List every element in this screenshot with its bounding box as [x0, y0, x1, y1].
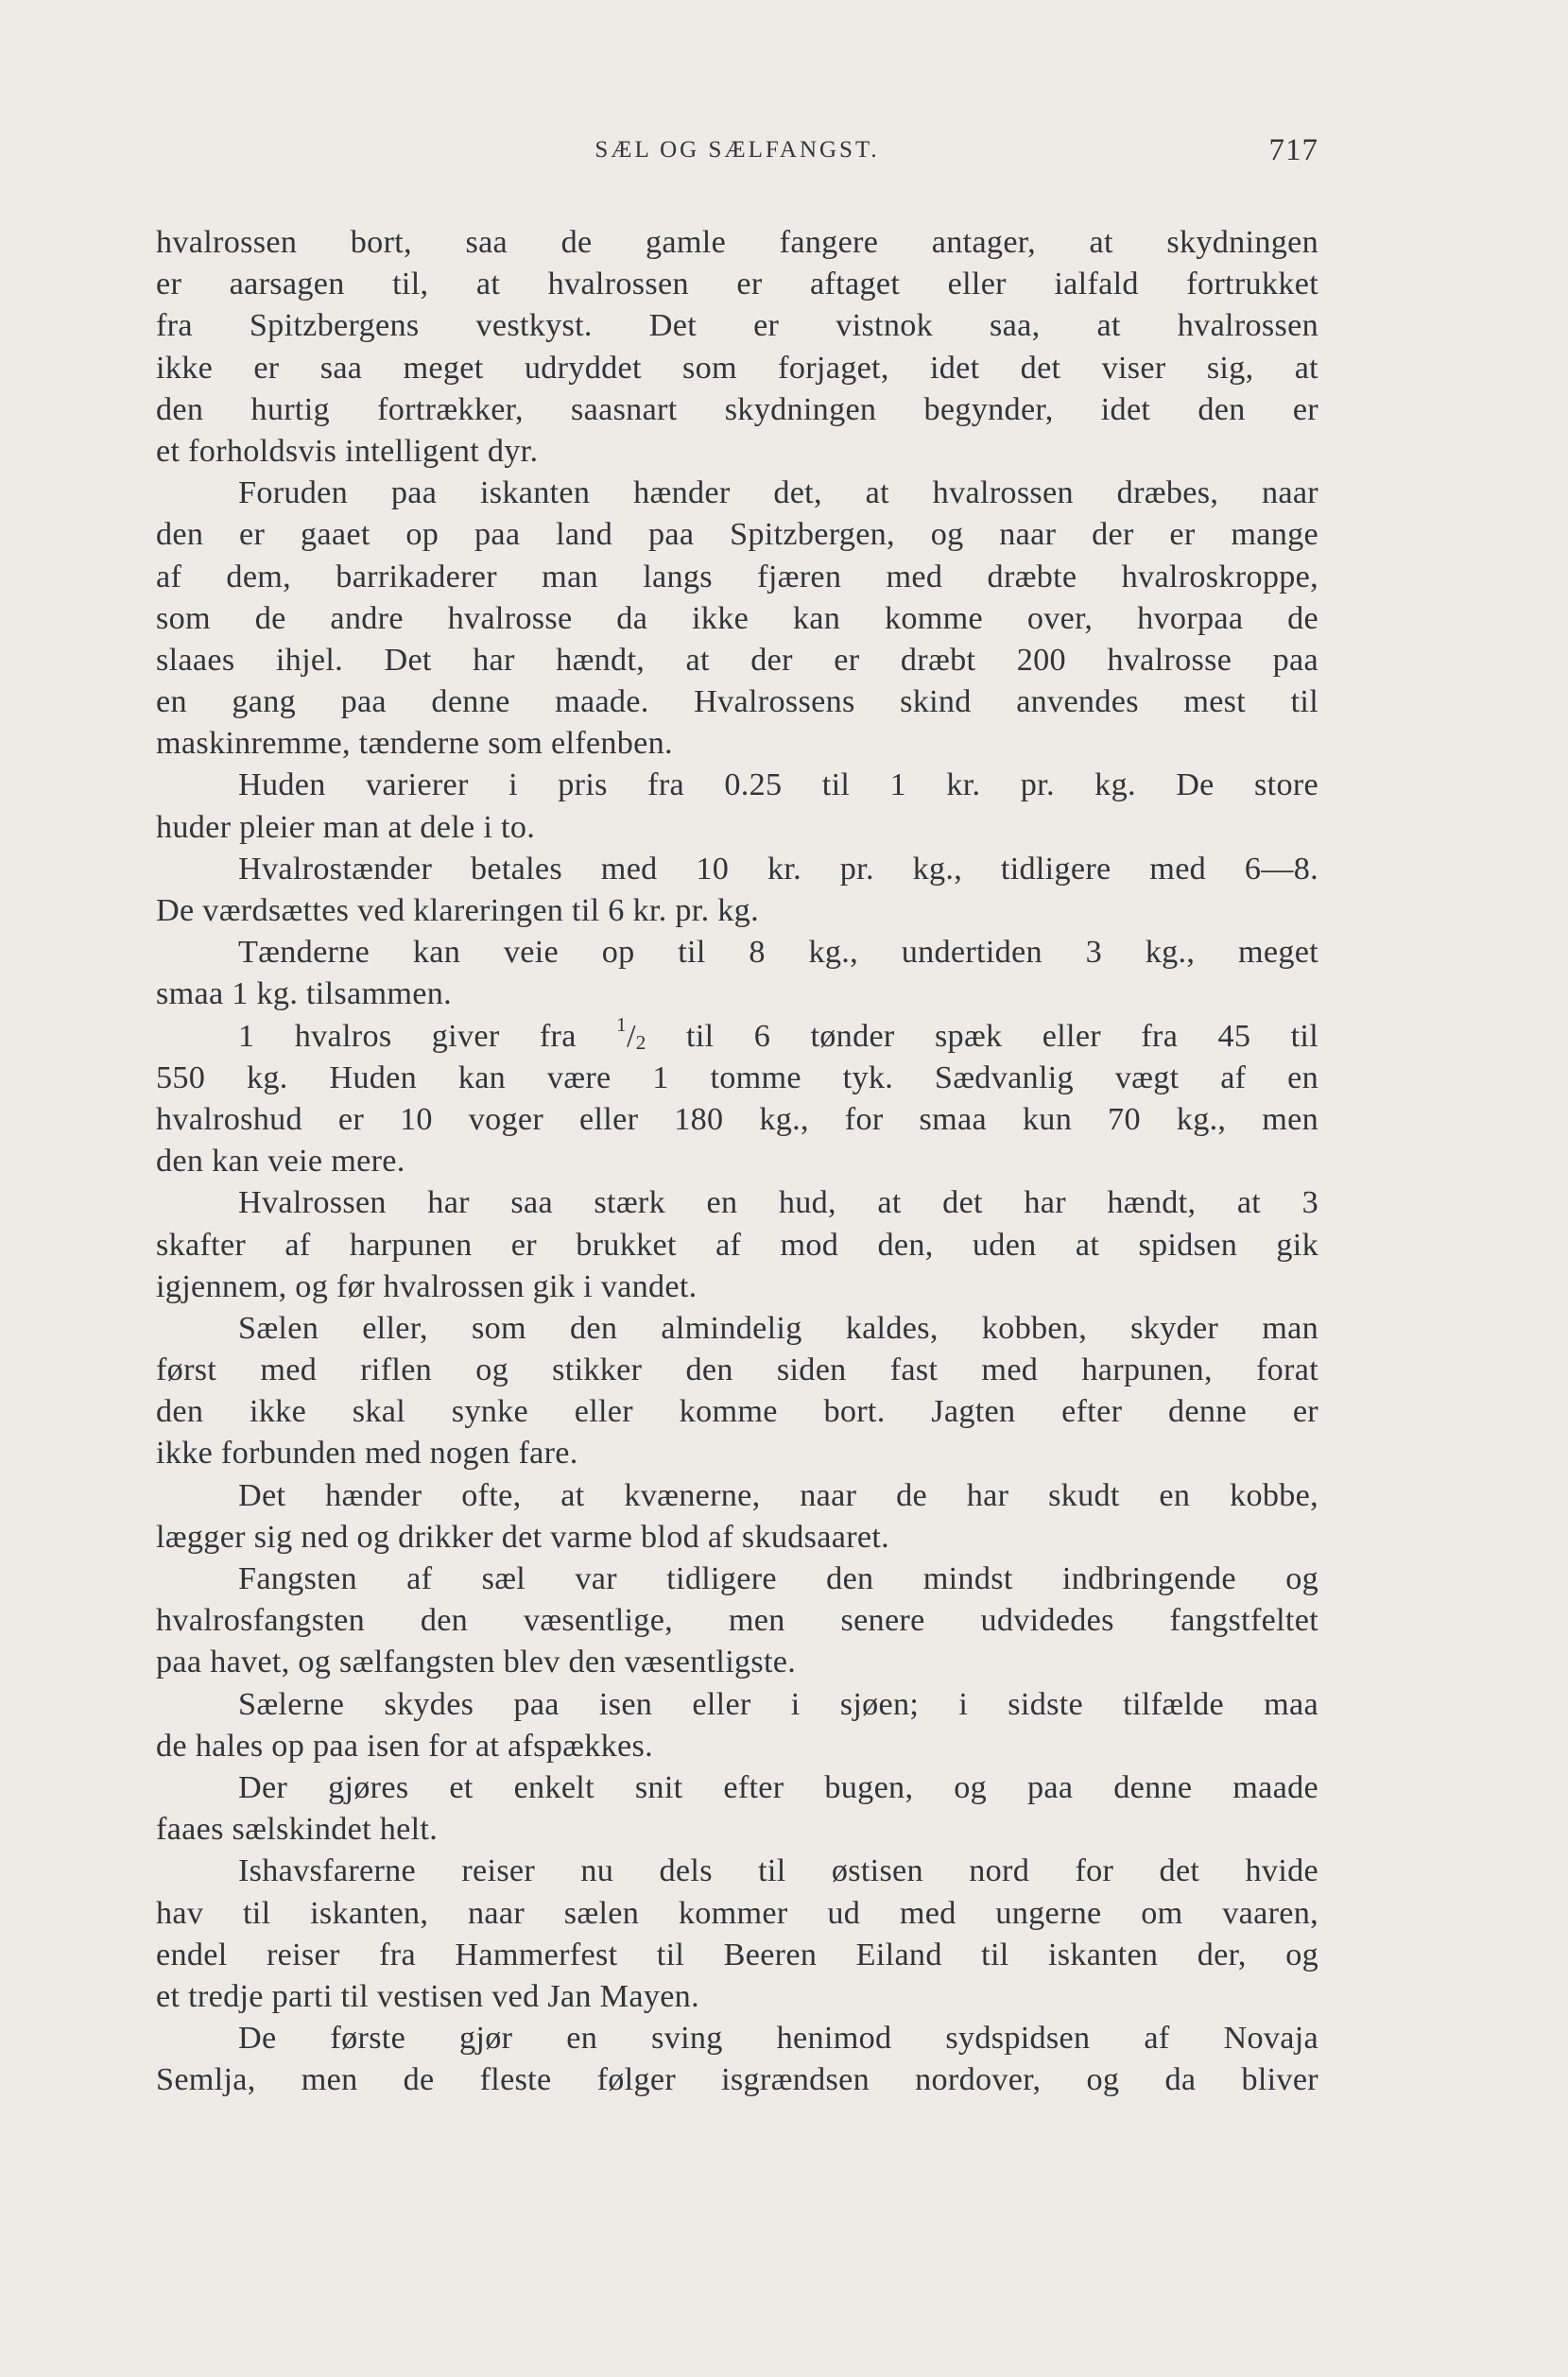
text-line: Fangsten af sæl var tidligere den mindst indbringende og	[238, 1561, 1318, 1596]
text-line: den er gaaet op paa land paa Spitzbergen, og naar der er mange	[156, 517, 1318, 553]
text-line: de hales op paa isen for at afspækkes.	[156, 1728, 653, 1764]
text-line: endel reiser fra Hammerfest til Beeren Eiland til iskanten der, og	[156, 1937, 1318, 1972]
text-line: Ishavsfarerne reiser nu dels til østisen nord for det hvide	[238, 1853, 1318, 1889]
text-line: Hvalrossen har saa stærk en hud, at det har hændt, at 3	[238, 1185, 1318, 1221]
page-number: 717	[1268, 133, 1318, 167]
text-line: Foruden paa iskanten hænder det, at hvalrossen dræbes, naar	[238, 475, 1318, 511]
text-line: er aarsagen til, at hvalrossen er aftaget eller ialfald fortrukket	[156, 267, 1318, 302]
text-line: af dem, barrikaderer man langs fjæren med dræbte hvalroskroppe,	[156, 559, 1318, 594]
text-line: hvalroshud er 10 voger eller 180 kg., for smaa kun 70 kg., men	[156, 1101, 1318, 1137]
text-line: ikke forbunden med nogen fare.	[156, 1436, 578, 1472]
text-line: slaaes ihjel. Det har hændt, at der er dræbt 200 hvalrosse paa	[156, 642, 1318, 678]
text-line: som de andre hvalrosse da ikke kan komme over, hvorpaa de	[156, 600, 1318, 636]
fraction-line-start: 1 hvalros giver fra	[238, 1018, 577, 1054]
text-line: Sælen eller, som den almindelig kaldes, kobben, skyder man	[238, 1310, 1318, 1346]
text-line: De værdsættes ved klareringen til 6 kr. pr. kg.	[156, 893, 759, 928]
text-line: hvalrosfangsten den væsentlige, men senere udvidedes fangstfeltet	[156, 1603, 1318, 1639]
text-line: lægger sig ned og drikker det varme blod af skudsaaret.	[156, 1519, 890, 1555]
text-line: Huden varierer i pris fra 0.25 til 1 kr. pr. kg. De store	[238, 767, 1318, 803]
text-line: 550 kg. Huden kan være 1 tomme tyk. Sædvanlig vægt af en	[156, 1059, 1318, 1095]
fraction-line-end: til 6 tønder spæk eller fra 45 til	[686, 1018, 1319, 1054]
text-line: maskinremme, tænderne som elfenben.	[156, 726, 673, 762]
text-line: paa havet, og sælfangsten blev den væsentligste.	[156, 1645, 797, 1680]
text-line: den kan veie mere.	[156, 1144, 405, 1180]
body-text	[156, 222, 1318, 2101]
text-line: Sælerne skydes paa isen eller i sjøen; i sidste tilfælde maa	[238, 1686, 1318, 1722]
text-line: den ikke skal synke eller komme bort. Jagten efter denne er	[156, 1394, 1318, 1430]
text-line: huder pleier man at dele i to.	[156, 809, 536, 845]
text-line: Hvalrostænder betales med 10 kr. pr. kg., tidligere med 6—8.	[238, 851, 1318, 887]
text-line: et tredje parti til vestisen ved Jan Mayen.	[156, 1978, 699, 2014]
text-line: først med riflen og stikker den siden fast med harpunen, forat	[156, 1352, 1318, 1388]
text-line: et forholdsvis intelligent dyr.	[156, 433, 539, 469]
text-line: Tænderne kan veie op til 8 kg., undertiden 3 kg., meget	[238, 935, 1318, 971]
text-line: hav til iskanten, naar sælen kommer ud med ungerne om vaaren,	[156, 1895, 1318, 1931]
fraction-denominator: 2	[635, 1030, 646, 1054]
text-line: ikke er saa meget udryddet som forjaget, idet det viser sig, at	[156, 350, 1318, 386]
text-line: smaa 1 kg. tilsammen.	[156, 976, 452, 1012]
text-line: faaes sælskindet helt.	[156, 1812, 439, 1848]
fraction-line: 1 hvalros giver fra $^1/_2$ til 6 tønder spæk eller fra 45 til	[238, 1012, 1319, 1054]
text-line: Semlja, men de fleste følger isgrændsen nordover, og da bliver	[156, 2062, 1318, 2098]
text-line: De første gjør en sving henimod sydspidsen af Novaja	[238, 2021, 1318, 2057]
text-line: Der gjøres et enkelt snit efter bugen, og paa denne maade	[238, 1769, 1318, 1805]
running-head	[156, 133, 1318, 175]
text-line: fra Spitzbergens vestkyst. Det er vistnok saa, at hvalrossen	[156, 308, 1318, 344]
text-line: en gang paa denne maade. Hvalrossens skind anvendes mest til	[156, 684, 1318, 720]
text-line: den hurtig fortrækker, saasnart skydningen begynder, idet den er	[156, 391, 1318, 427]
text-line: Det hænder ofte, at kvænerne, naar de har skudt en kobbe,	[238, 1477, 1318, 1513]
text-line: hvalrossen bort, saa de gamle fangere antager, at skydningen	[156, 225, 1318, 260]
text-line: skafter af harpunen er brukket af mod den, uden at spidsen gik	[156, 1227, 1318, 1263]
running-title: SÆL OG SÆLFANGST.	[594, 137, 880, 163]
text-line: igjennem, og før hvalrossen gik i vandet.	[156, 1268, 698, 1304]
fraction-numerator: 1	[616, 1012, 627, 1036]
